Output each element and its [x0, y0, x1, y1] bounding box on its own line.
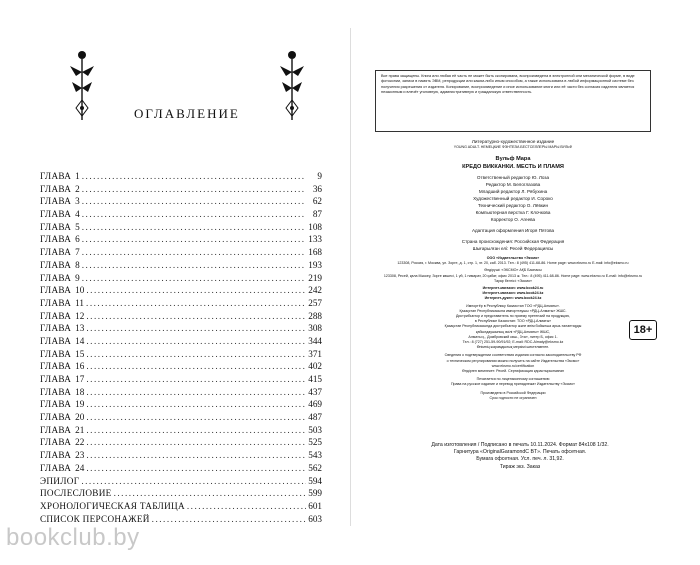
toc-leader-dots	[82, 233, 306, 246]
importer-line: Қазақстан Республикасында дистрибьютор және өнім бойынша арыз-талаптарды	[444, 324, 582, 329]
toc-entry-page: 371	[308, 348, 322, 359]
toc-entry-number: 14	[75, 335, 85, 346]
toc-entry	[40, 449, 322, 462]
toc-entry-page: 525	[308, 437, 322, 448]
book-title: КРЕДО ВИККАНКИ. МЕСТЬ И ПЛАМЯ	[462, 163, 564, 170]
toc-entry-label: ГЛАВА	[40, 462, 72, 473]
credit-line: Корректор О. Агеева	[490, 217, 536, 223]
toc-entry-number: 15	[75, 348, 85, 359]
toc-entry-page: 9	[317, 171, 322, 181]
toc-entry-number: 13	[75, 323, 85, 334]
credit-line: Младший редактор Л. Рябухина	[478, 189, 548, 195]
toc-entry	[40, 284, 322, 297]
toc-leader-dots	[86, 297, 306, 310]
toc-entry	[40, 348, 322, 361]
toc-leader-dots	[86, 335, 306, 348]
importer-line: қабылдаушының өкілі «РДЦ-Алматы» ЖШС,	[475, 329, 551, 334]
toc-entry	[40, 233, 322, 246]
toc-entry-label: ГЛАВА	[40, 323, 72, 334]
toc-leader-dots	[81, 475, 306, 488]
toc-entry	[40, 500, 322, 513]
toc-entry	[40, 272, 322, 285]
toc-leader-dots	[86, 436, 306, 449]
toc-entry	[40, 386, 322, 399]
toc-entry-number: 2	[75, 183, 80, 194]
importer-line: в Республике Казахстан: ТОО «РДЦ-Алматы»	[474, 319, 552, 324]
toc-entry-page: 62	[312, 196, 322, 207]
toc-entry	[40, 208, 322, 221]
toc-leader-dots	[86, 360, 306, 373]
importer-block	[375, 304, 651, 351]
book-spread	[28, 28, 672, 526]
toc-entry-number: 1	[75, 171, 80, 181]
importer-line: Өнімнің жарамдылық мерзімі шектелмеген.	[476, 345, 550, 350]
toc-entry	[40, 373, 322, 386]
country-line: Страна происхождения: Российская Федерация	[461, 239, 565, 245]
imprint-block	[375, 138, 651, 401]
toc-leader-dots	[114, 487, 306, 500]
certificate-block	[375, 353, 651, 374]
toc-leader-dots	[187, 500, 306, 513]
toc-leader-dots	[82, 272, 306, 285]
toc-entry	[40, 424, 322, 437]
toc-leader-dots	[82, 195, 306, 208]
toc-entry	[40, 487, 322, 500]
publisher-name: ООО «Издательство «Эксмо»	[486, 256, 540, 261]
toc-leader-dots	[82, 221, 306, 234]
country-line: Шығарылған елі: Ресей Федерациясы	[472, 246, 554, 252]
toc-leader-dots	[86, 411, 306, 424]
toc-list	[40, 170, 322, 525]
certificate-line: Өндірген мемлекет: Ресей. Сертификация қарастырылмаған	[462, 369, 564, 374]
toc-entry	[40, 259, 322, 272]
toc-entry	[40, 335, 322, 348]
manufacturer-address: 123308, Ресей, қала Мәскеу, Зорге көшесі, 1 үй, 1 ғимарат, 20 қабат, офис 2013 ж. Тел.: 8 (495) 411-68-86. Home page: www.eksmo.ru E-mail: info@eksmo.ru	[383, 273, 643, 278]
toc-entry-label: ГЛАВА	[40, 285, 72, 296]
toc-entry-page: 193	[308, 259, 322, 270]
toc-entry-number: 19	[75, 399, 85, 410]
toc-entry-label: ГЛАВА	[40, 183, 72, 194]
toc-entry-label: ЭПИЛОГ	[40, 475, 80, 486]
toc-entry-page: 603	[308, 513, 322, 524]
certificate-line: о техническом регулировании можно получить на сайте Издательства «Эксмо»	[446, 358, 580, 363]
toc-entry-page: 133	[308, 234, 322, 245]
toc-entry-number: 6	[75, 234, 80, 245]
series-line: YOUNG ADULT. НЕМЕЦКИЕ ФЭНТЕЗИ-БЕСТСЕЛЛЕРЫ МАРЫ ВУЛЬФ	[453, 145, 573, 149]
toc-entry-page: 87	[312, 209, 322, 220]
toc-entry	[40, 360, 322, 373]
toc-entry	[40, 221, 322, 234]
agreement-block	[375, 377, 651, 387]
copyright-notice: Все права защищены. Книга или любая её часть не может быть скопирована, воспроизведена в электронной или механической форме, в виде фотокопии, записи в память ЭВМ, репродукции или каким-либо иным способом, а также использована в любой информационной системе без получения разрешения от издателя. Копирование, воспроизведение и иное использование книги или её части без согласия издателя является незаконным и влечёт уголовную, административную и гражданскую ответственность.	[375, 70, 651, 132]
toc-entry-label: ХРОНОЛОГИЧЕСКАЯ ТАБЛИЦА	[40, 500, 185, 511]
toc-entry-label: ГЛАВА	[40, 424, 72, 435]
toc-leader-dots	[86, 462, 306, 475]
credit-line: Компьютерная верстка Г. Клочкова	[475, 210, 551, 216]
toc-entry	[40, 398, 322, 411]
publisher-address: 123308, Россия, г. Москва, ул. Зорге, д. 1, стр. 1, эт. 20, каб. 2013. Тел.: 8 (495) 411-68-86. Home page: www.eksmo.ru E-mail: info@eksmo.ru	[397, 261, 629, 266]
toc-leader-dots	[86, 284, 306, 297]
online-store-line: Интернет-дүкен: www.book24.kz	[484, 296, 542, 301]
toc-entry-label: ГЛАВА	[40, 259, 72, 270]
toc-entry-page: 219	[308, 272, 322, 283]
toc-entry-number: 8	[75, 259, 80, 270]
toc-entry-number: 9	[75, 272, 80, 283]
online-store-line: Интернет-магазин: www.book24.ru	[482, 286, 544, 291]
toc-entry-page: 437	[308, 386, 322, 397]
toc-entry-number: 23	[75, 450, 85, 461]
toc-entry-label: ГЛАВА	[40, 196, 72, 207]
toc-entry-page: 402	[308, 361, 322, 372]
watermark-text: bookclub.by	[6, 524, 140, 551]
toc-leader-dots	[86, 449, 306, 462]
toc-entry	[40, 475, 322, 488]
toc-entry-label: ГЛАВА	[40, 335, 72, 346]
toc-entry-page: 599	[308, 488, 322, 499]
toc-entry-label: ГЛАВА	[40, 450, 72, 461]
shelf-life-line: Срок годности не ограничен	[489, 395, 537, 400]
toc-entry-page: 503	[308, 424, 322, 435]
toc-entry-number: 24	[75, 462, 85, 473]
moon-emblem-icon	[272, 38, 312, 123]
left-page	[28, 28, 351, 526]
credit-line: Технический редактор О. Лёвкин	[477, 203, 549, 209]
toc-entry	[40, 411, 322, 424]
toc-leader-dots	[86, 322, 306, 335]
toc-leader-dots	[82, 246, 306, 259]
toc-entry-number: 21	[75, 424, 85, 435]
toc-leader-dots	[86, 373, 306, 386]
toc-entry-page: 257	[308, 297, 322, 308]
toc-entry-number: 18	[75, 386, 85, 397]
toc-entry-label: ГЛАВА	[40, 437, 72, 448]
toc-entry	[40, 462, 322, 475]
importer-line: Қазақстан Республикасына импорттаушы «РДЦ-Алматы» ЖШС.	[459, 308, 567, 313]
toc-entry-label: ГЛАВА	[40, 386, 72, 397]
toc-entry-label: ГЛАВА	[40, 272, 72, 283]
toc-entry	[40, 436, 322, 449]
toc-entry-page: 344	[308, 335, 322, 346]
toc-entry-number: 12	[75, 310, 85, 321]
toc-leader-dots	[82, 208, 306, 221]
toc-entry-label: ПОСЛЕСЛОВИЕ	[40, 488, 112, 499]
print-line: Гарнитура «OriginalGaramondC BT». Печать офсетная.	[453, 449, 587, 456]
print-line: Бумага офсетная. Усл. печ. л. 31,92.	[476, 456, 564, 463]
toc-entry-label: ГЛАВА	[40, 399, 72, 410]
importer-line: Импортёр в Республику Казахстан ТОО «РДЦ-Алматы».	[466, 303, 560, 308]
toc-entry-page: 469	[308, 399, 322, 410]
toc-entry-page: 288	[308, 310, 322, 321]
toc-entry-page: 108	[308, 221, 322, 232]
trademark-line: Тауар белгісі: «Эксмо»	[494, 278, 532, 283]
toc-entry-label: ГЛАВА	[40, 412, 72, 423]
print-details	[375, 442, 665, 471]
toc-entry-label: ГЛАВА	[40, 234, 72, 245]
toc-entry-number: 7	[75, 247, 80, 258]
toc-leader-dots	[86, 386, 306, 399]
toc-leader-dots	[86, 398, 306, 411]
agreement-line: Печатается по лицензионному соглашению	[476, 377, 550, 382]
toc-leader-dots	[152, 513, 306, 526]
toc-entry-number: 17	[75, 374, 85, 384]
importer-line: Алматы қ., Домбровский көш., 3«а», литер Б, офис 1.	[468, 334, 558, 339]
toc-entry-number: 16	[75, 361, 85, 372]
credit-line: Ответственный редактор Ю. Лоза	[476, 175, 550, 181]
toc-entry-label: ГЛАВА	[40, 221, 72, 232]
right-page	[351, 28, 672, 526]
toc-entry-number: 11	[75, 297, 85, 308]
toc-title: ОГЛАВЛЕНИЕ	[134, 106, 240, 121]
toc-entry-label: ГЛАВА	[40, 209, 72, 220]
toc-entry-page: 415	[308, 374, 322, 384]
toc-entry-page: 594	[308, 475, 322, 486]
toc-entry-number: 22	[75, 437, 85, 448]
toc-leader-dots	[82, 259, 306, 272]
toc-entry-label: ГЛАВА	[40, 361, 72, 372]
toc-entry	[40, 195, 322, 208]
toc-entry-label: СПИСОК ПЕРСОНАЖЕЙ	[40, 513, 150, 524]
toc-leader-dots	[82, 170, 306, 183]
importer-line: Тел.: 8 (727) 251-59-90/91/92; E-mail: RDC-Almaty@eksmo.kz	[462, 340, 564, 345]
toc-leader-dots	[86, 424, 306, 437]
manufacturer-name: Өндіруші: «ЭКСМО» АҚБ Баспасы	[484, 268, 542, 273]
print-line: Дата изготовления / Подписано в печать 10.11.2024. Формат 84x108 1/32.	[431, 442, 609, 448]
toc-entry	[40, 322, 322, 335]
toc-leader-dots	[82, 183, 306, 196]
print-line: Тираж экз. Заказ	[499, 463, 541, 470]
toc-entry-page: 308	[308, 323, 322, 334]
toc-entry-number: 4	[75, 209, 80, 220]
age-rating-badge: 18+	[629, 320, 657, 340]
toc-entry-label: ГЛАВА	[40, 310, 72, 321]
toc-entry-page: 543	[308, 450, 322, 461]
toc-entry-label: ГЛАВА	[40, 247, 72, 258]
toc-entry	[40, 183, 322, 196]
toc-entry-label: ГЛАВА	[40, 374, 72, 384]
credit-line: Художественный редактор И. Сороко	[473, 196, 553, 202]
made-in-line: Произведено в Российской Федерации	[480, 390, 546, 395]
toc-entry-page: 168	[308, 247, 322, 258]
toc-leader-dots	[86, 310, 306, 323]
certificate-line: Сведения о подтверждении соответствия издания согласно законодательству РФ	[444, 353, 582, 358]
toc-entry-label: ГЛАВА	[40, 297, 72, 308]
toc-entry-page: 36	[312, 183, 322, 194]
certificate-line: www.eksmo.ru/certification	[491, 363, 535, 368]
agreement-line: Права на русское издание и перевод принадлежат Издательству «Эксмо»	[450, 382, 576, 387]
adaptation-line: Адаптация оформления Игоря Пятова	[471, 228, 555, 234]
genre-line: Литературно-художественное издание	[471, 139, 555, 144]
toc-entry	[40, 246, 322, 259]
toc-entry-number: 5	[75, 221, 80, 232]
online-store-line: Интернет-магазин: www.book24.kz	[482, 291, 544, 296]
toc-leader-dots	[86, 348, 306, 361]
toc-entry-page: 562	[308, 462, 322, 473]
author-name: Вульф Мара	[495, 156, 531, 163]
toc-entry-page: 601	[308, 500, 322, 511]
toc-entry-page: 242	[308, 285, 322, 296]
importer-line: Дистрибьютор и представитель по приему претензий на продукцию,	[455, 314, 571, 319]
toc-entry	[40, 310, 322, 323]
toc-entry-number: 3	[75, 196, 80, 207]
credit-line: Редактор М. Белоглазова	[485, 182, 541, 188]
toc-entry	[40, 297, 322, 310]
toc-entry-label: ГЛАВА	[40, 348, 72, 359]
toc-entry-number: 20	[75, 412, 85, 423]
toc-entry-label: ГЛАВА	[40, 171, 72, 181]
toc-entry-page: 487	[308, 412, 322, 423]
toc-entry	[40, 170, 322, 183]
moon-emblem-icon	[62, 38, 102, 123]
toc-entry-number: 10	[75, 285, 85, 296]
